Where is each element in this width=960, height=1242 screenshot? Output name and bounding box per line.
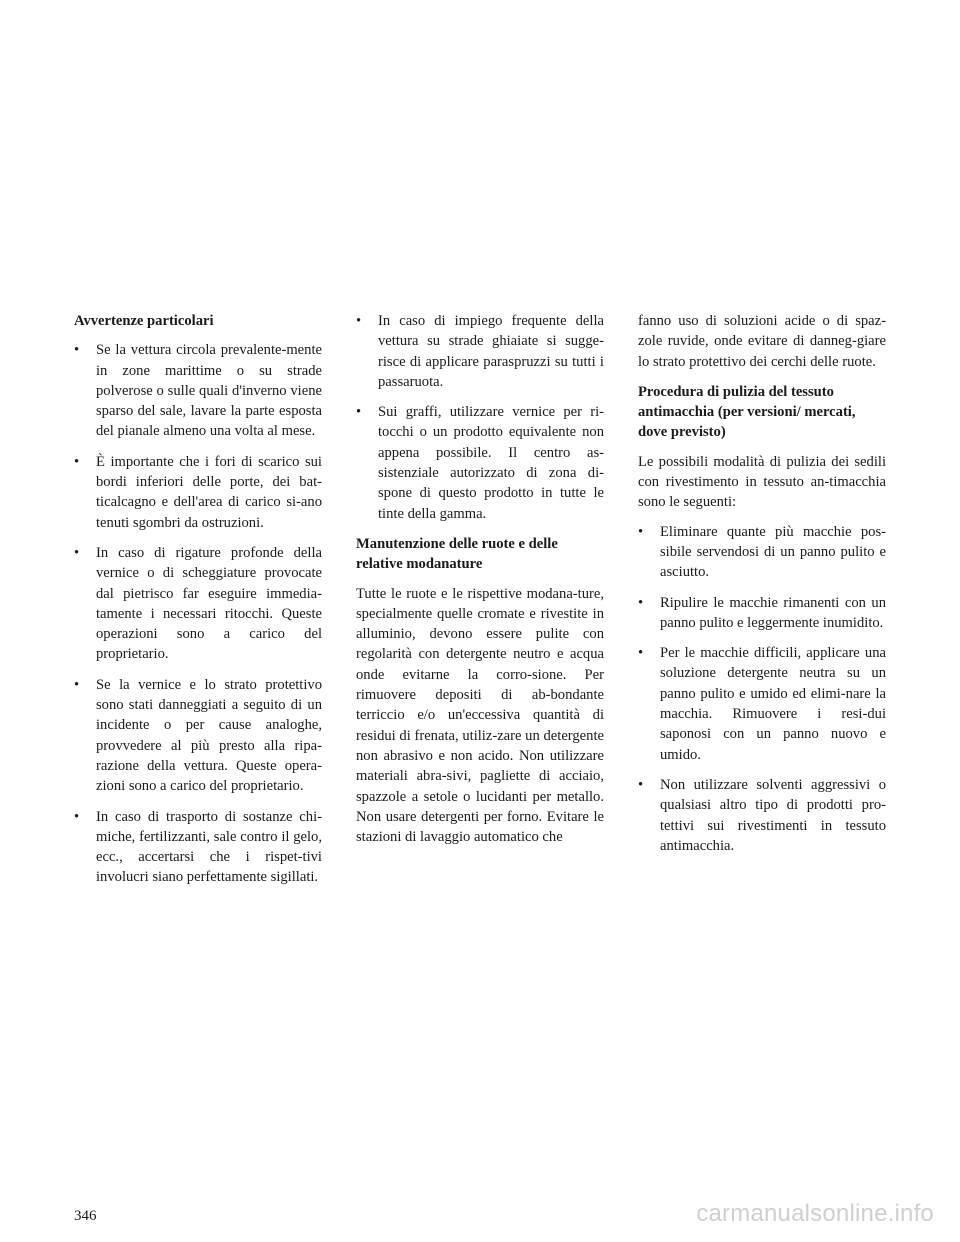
list-item: • Eliminare quante più macchie pos-sibile servendosi di un panno pulito e asciutto. bbox=[638, 522, 886, 583]
list-item: • Non utilizzare solventi aggressivi o qualsiasi altro tipo di prodotti pro-tettivi sui rivestimenti in tessuto antimacchia. bbox=[638, 775, 886, 856]
section-heading-fabric-cleaning: Procedura di pulizia del tessuto antimacchia (per versioni/ mercati, dove previsto) bbox=[638, 383, 856, 441]
paragraph-fabric-intro: Le possibili modalità di pulizia dei sedili con rivestimento in tessuto an-timacchia sono le seguenti: bbox=[638, 453, 886, 511]
section-heading-special-warnings: Avvertenze particolari bbox=[74, 313, 214, 329]
list-item: • Sui graffi, utilizzare vernice per ri-tocchi o un prodotto equivalente non appena possibile. Il centro as-sistenziale autorizzato di zona di-spone di questo prodotto in tutte le tinte della gamma. bbox=[356, 402, 604, 524]
bullet-list-special-warnings bbox=[74, 340, 322, 887]
paragraph-wheel-maintenance: Tutte le ruote e le rispettive modana-ture, specialmente quelle cromate e rivestite in alluminio, devono essere pulite con regolarità con detergente neutro e acqua onde evitarne la corro-sione. Per rimuovere depositi di ab-bondante terriccio e/o un'eccessiva quantità di residui di frenata, utiliz-zare un detergente non abrasivo e non acido. Non utilizzare materiali abra-sivi, pagliette di acciaio, spazzole a setole o lucidanti per metallo. Non usare detergenti per forno. Evitare le stazioni di lavaggio automatico che bbox=[356, 585, 604, 846]
section-heading-wheel-maintenance: Manutenzione delle ruote e delle relative modanature bbox=[356, 535, 558, 573]
bullet-list-continued bbox=[356, 311, 604, 524]
paragraph-continuation: fanno uso di soluzioni acide o di spaz-zole ruvide, onde evitare di danneg-giare lo strato protettivo dei cerchi delle ruote. bbox=[638, 313, 886, 370]
column-middle bbox=[356, 311, 604, 856]
list-item: • In caso di trasporto di sostanze chi-miche, fertilizzanti, sale contro il gelo, ecc., accertarsi che i rispet-tivi involucri siano perfettamente sigillati. bbox=[74, 807, 322, 888]
list-item: • Se la vettura circola prevalente-mente in zone marittime o su strade polverose o sulle quali d'inverno viene sparso del sale, lavare la parte esposta del pianale almeno una volta al mese. bbox=[74, 340, 322, 441]
list-item: • In caso di impiego frequente della vettura su strade ghiaiate si sugge-risce di applicare paraspruzzi su tutti i passaruota. bbox=[356, 311, 604, 392]
list-item: • È importante che i fori di scarico sui bordi inferiori delle porte, dei bat-ticalcagno e dell'area di carico si-ano tenuti sgombri da ostruzioni. bbox=[74, 452, 322, 533]
bullet-list-fabric-cleaning bbox=[638, 522, 886, 856]
watermark: carmanualsonline.info bbox=[696, 1200, 934, 1227]
list-item: • Per le macchie difficili, applicare una soluzione detergente neutra su un panno pulito e umido ed elimi-nare la macchia. Rimuovere i resi-dui saponosi con un panno nuovo e umido. bbox=[638, 643, 886, 765]
list-item: • Ripulire le macchie rimanenti con un panno pulito e leggermente inumidito. bbox=[638, 593, 886, 634]
list-item: • In caso di rigature profonde della vernice o di scheggiature provocate dal pietrisco far eseguire immedia-tamente i necessari ritocchi. Queste operazioni sono a carico del proprietario. bbox=[74, 543, 322, 665]
column-left bbox=[74, 311, 322, 898]
page-number: 346 bbox=[74, 1208, 97, 1224]
column-right bbox=[638, 311, 886, 866]
list-item: • Se la vernice e lo strato protettivo sono stati danneggiati a seguito di un incidente o per cause analoghe, provvedere al più presto alla ripa-razione della vettura. Queste opera-zioni sono a carico del proprietario. bbox=[74, 675, 322, 797]
